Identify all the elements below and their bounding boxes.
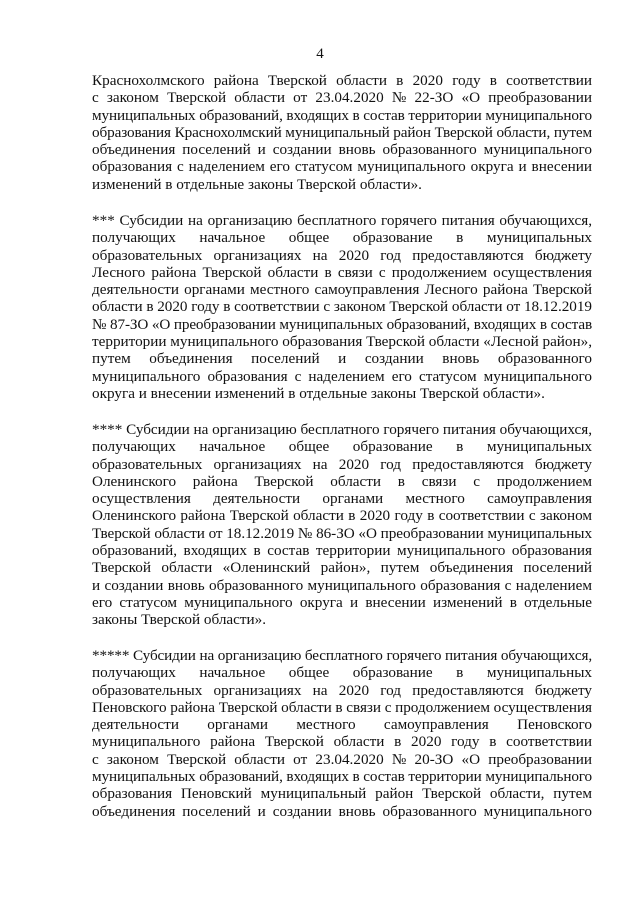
text-line: образовательных организациях на 2020 год предоставляются бюджету xyxy=(92,246,592,264)
text-line: муниципальных образований, входящих в состав территории муниципального xyxy=(92,768,592,786)
text-line: осуществления деятельности органами местного самоуправления xyxy=(92,490,592,508)
text-line: образовательных организациях на 2020 год предоставляются бюджету xyxy=(92,455,592,473)
text-line: Тверской области «Оленинский район», путем объединения поселений xyxy=(92,559,592,577)
text-line: Лесного района Тверской области в связи с продолжением осуществления xyxy=(92,263,592,281)
text-line: деятельности органами местного самоуправления Пеновского xyxy=(92,716,592,734)
text-line: области в 2020 году в соответствии с законом Тверской области от 18.12.2019 xyxy=(92,298,592,316)
text-line: территории муниципального образования Тверской области «Лесной район», xyxy=(92,333,592,351)
text-line: его статусом муниципального округа и внесении изменений в отдельные xyxy=(92,593,592,611)
text-line: ***** Субсидии на организацию бесплатного горячего питания обучающихся, xyxy=(92,647,592,664)
paragraph-4 xyxy=(92,647,592,820)
paragraph-3 xyxy=(92,421,592,629)
page-number: 4 xyxy=(316,46,324,62)
text-line: образования Краснохолмский муниципальный район Тверской области, путем xyxy=(92,123,592,141)
text-line: путем объединения поселений и создании вновь образованного xyxy=(92,350,592,368)
text-line: с законом Тверской области от 23.04.2020 № 20-ЗО «О преобразовании xyxy=(92,750,592,768)
text-line: с законом Тверской области от 23.04.2020 № 22-ЗО «О преобразовании xyxy=(92,89,592,107)
text-line: муниципального района Тверской области в 2020 году в соответствии xyxy=(92,733,592,751)
text-line: получающих начальное общее образование в муниципальных xyxy=(92,664,592,682)
text-line: Краснохолмского района Тверской области в 2020 году в соответствии xyxy=(92,72,592,89)
text-line: муниципальных образований, входящих в состав территории муниципального xyxy=(92,106,592,124)
text-line: получающих начальное общее образование в муниципальных xyxy=(92,438,592,456)
text-line: объединения поселений и создании вновь образованного муниципального xyxy=(92,802,592,820)
text-line: изменений в отдельные законы Тверской области». xyxy=(92,175,422,193)
text-line: образовательных организациях на 2020 год предоставляются бюджету xyxy=(92,681,592,699)
text-line: Оленинского района Тверской области в связи с продолжением xyxy=(92,472,592,490)
text-line: № 87-ЗО «О преобразовании муниципальных образований, входящих в состав xyxy=(92,315,592,333)
text-line: Пеновского района Тверской области в связи с продолжением осуществления xyxy=(92,698,592,716)
text-line: и создании вновь образованного муниципального образования с наделением xyxy=(92,576,592,594)
text-line: деятельности органами местного самоуправления Лесного района Тверской xyxy=(92,281,592,299)
text-line: образований, входящих в состав территории муниципального образования xyxy=(92,542,592,560)
text-line: Тверской области от 18.12.2019 № 86-ЗО «О преобразовании муниципальных xyxy=(92,524,592,542)
text-line: муниципального образования с наделением его статусом муниципального xyxy=(92,367,592,385)
text-line: **** Субсидии на организацию бесплатного горячего питания обучающихся, xyxy=(92,421,592,438)
paragraph-2 xyxy=(92,212,592,402)
text-line: Оленинского района Тверской области в 2020 году в соответствии с законом xyxy=(92,507,592,525)
text-line: округа и внесении изменений в отдельные законы Тверской области». xyxy=(92,384,545,402)
text-line: получающих начальное общее образование в муниципальных xyxy=(92,229,592,247)
text-line: образования Пеновский муниципальный район Тверской области, путем xyxy=(92,785,592,803)
text-line: *** Субсидии на организацию бесплатного горячего питания обучающихся, xyxy=(92,212,592,229)
text-line: образования с наделением его статусом муниципального округа и внесении xyxy=(92,158,592,176)
text-line: законы Тверской области». xyxy=(92,611,267,629)
paragraph-1 xyxy=(92,72,592,193)
text-line: объединения поселений и создании вновь образованного муниципального xyxy=(92,141,592,159)
